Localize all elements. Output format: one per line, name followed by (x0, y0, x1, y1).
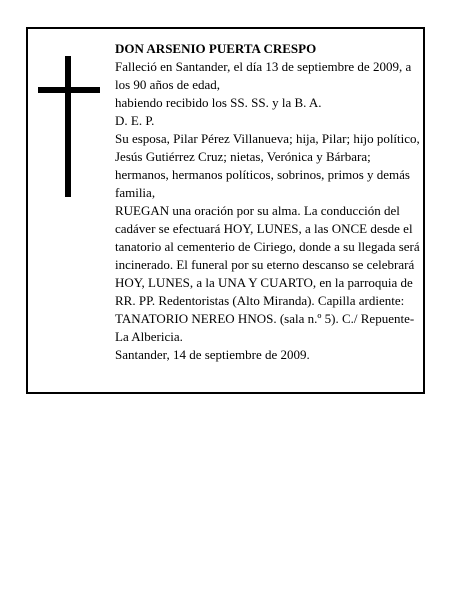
cross-horizontal-bar (38, 87, 100, 93)
service-details: RUEGAN una oración por su alma. La conducción del cadáver se efectuará HOY, LUNES, a las ONCE desde el tanatorio al cementerio de Ciriego, donde a su llegada será incinerado. El funeral por su eterno descanso se celebrará HOY, LUNES, a la UNA Y CUARTO, en la parroquia de RR. PP. Redentoristas (Alto Miranda). Capilla ardiente: TANATORIO NEREO HNOS. (sala n.º 5). C./ Repuente-La Albericia. (115, 203, 420, 344)
sacraments-line: habiendo recibido los SS. SS. y la B. A. (115, 95, 322, 110)
death-details: Falleció en Santander, el día 13 de septiembre de 2009, a los 90 años de edad, (115, 59, 412, 92)
place-date-line: Santander, 14 de septiembre de 2009. (115, 347, 310, 362)
rip-line: D. E. P. (115, 113, 155, 128)
cross-vertical-bar (65, 56, 71, 197)
deceased-name: DON ARSENIO PUERTA CRESPO (115, 41, 317, 56)
family-line: Su esposa, Pilar Pérez Villanueva; hija, Pilar; hijo político, Jesús Gutiérrez Cruz; nietas, Verónica y Bárbara; hermanos, hermanos políticos, sobrinos, primos y demás familia, (115, 131, 420, 200)
obituary-text (115, 40, 427, 364)
cross-icon (38, 56, 100, 197)
obituary-notice (26, 27, 425, 394)
